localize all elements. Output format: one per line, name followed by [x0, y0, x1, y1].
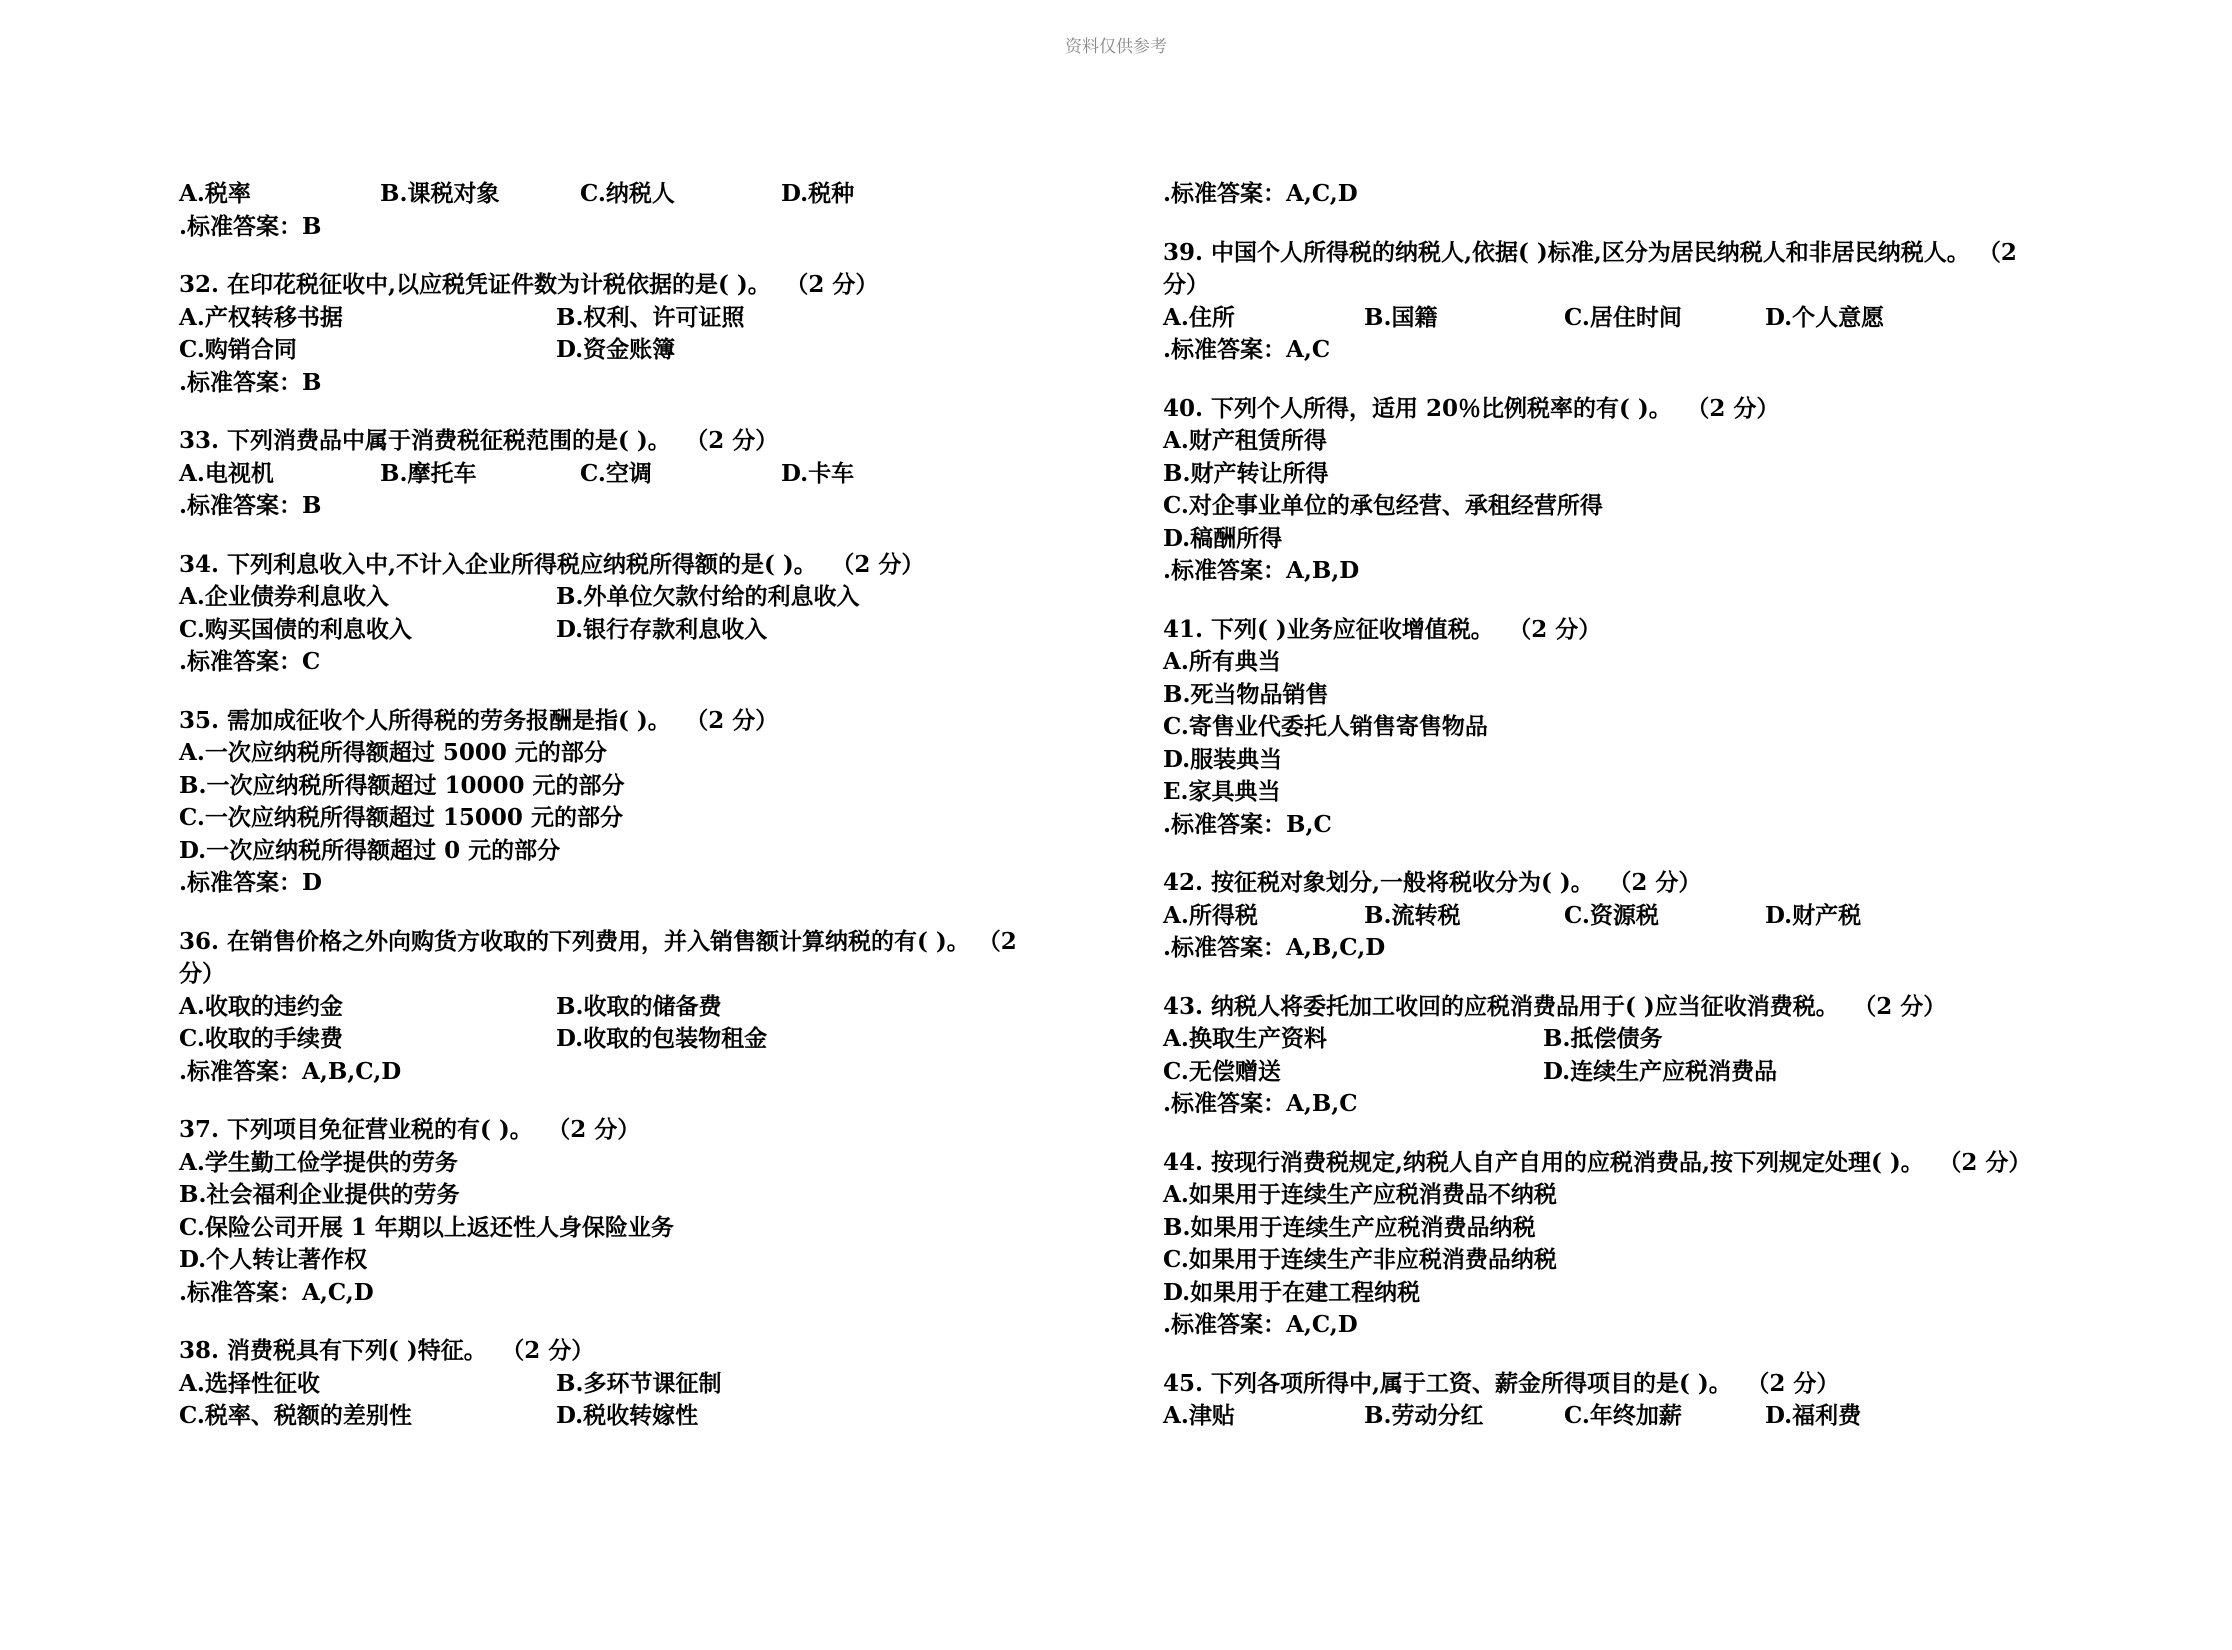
option: D.税种 — [781, 180, 855, 207]
option: C.税率、税额的差别性 — [179, 1402, 412, 1429]
option: A.津贴 — [1163, 1402, 1235, 1429]
option: C.居住时间 — [1564, 303, 1682, 331]
option: C.如果用于连续生产非应税消费品纳税 — [1163, 1246, 1557, 1273]
option: D.资金账簿 — [556, 336, 676, 363]
question-block — [179, 926, 1099, 1089]
question-points: （2 分） — [696, 427, 779, 454]
question-text: 32. 在印花税征收中,以应税凭证件数为计税依据的是( )。 — [179, 271, 771, 298]
option: A.企业债券利息收入 — [179, 583, 389, 610]
left-column — [179, 178, 1099, 1459]
options-row — [179, 178, 1099, 211]
standard-answer: .标准答案：A,B,D — [1163, 557, 1360, 584]
question-stem — [179, 1335, 1099, 1368]
standard-answer: .标准答案：B — [179, 212, 322, 240]
question-stem — [1163, 1147, 2093, 1180]
option: A.所得税 — [1163, 901, 1258, 929]
question-stem — [1163, 614, 2093, 647]
option: C.纳税人 — [580, 180, 675, 207]
option: D.稿酬所得 — [1163, 524, 1283, 552]
option: C.空调 — [580, 459, 652, 487]
option: A.学生勤工俭学提供的劳务 — [179, 1148, 458, 1176]
option: D.服装典当 — [1163, 745, 1283, 773]
option: D.连续生产应税消费品 — [1543, 1057, 1778, 1085]
option: B.国籍 — [1364, 303, 1438, 331]
option: B.摩托车 — [380, 459, 477, 487]
question-stem — [1163, 1368, 2093, 1401]
question-text: 42. 按征税对象划分,一般将税收分为( )。 — [1163, 869, 1594, 896]
option: A.如果用于连续生产应税消费品不纳税 — [1163, 1181, 1557, 1208]
options-row — [1163, 302, 2093, 335]
option: B.死当物品销售 — [1163, 680, 1329, 708]
option: D.收取的包装物租金 — [556, 1025, 768, 1052]
options-row — [179, 302, 1099, 335]
question-block — [1163, 614, 2093, 842]
option: B.权利、许可证照 — [556, 303, 745, 331]
standard-answer: .标准答案：A,B,C,D — [1163, 934, 1386, 961]
standard-answer: .标准答案：D — [179, 869, 322, 896]
question-points: （2 分） — [558, 1116, 641, 1143]
question-text: 41. 下列( )业务应征收增值税。 — [1163, 615, 1494, 643]
question-text: 44. 按现行消费税规定,纳税人自产自用的应税消费品,按下列规定处理( )。 — [1163, 1148, 1924, 1176]
option: A.选择性征收 — [179, 1369, 320, 1397]
question-text: 43. 纳税人将委托加工收回的应税消费品用于( )应当征收消费税。 — [1163, 992, 1839, 1020]
options-row — [179, 458, 1099, 491]
question-text: 45. 下列各项所得中,属于工资、薪金所得项目的是( )。 — [1163, 1369, 1732, 1397]
option: C.对企事业单位的承包经营、承租经营所得 — [1163, 492, 1603, 519]
option: D.如果用于在建工程纳税 — [1163, 1278, 1421, 1306]
question-block — [1163, 393, 2093, 588]
question-points: （2 分） — [796, 271, 879, 298]
options-row — [1163, 1400, 2093, 1433]
question-points: （2 分） — [1619, 869, 1702, 896]
question-stem — [179, 425, 1099, 458]
question-stem — [179, 269, 1099, 302]
option: A.财产租赁所得 — [1163, 427, 1327, 454]
question-points: （2 分） — [696, 706, 779, 734]
question-stem — [179, 1114, 1099, 1147]
options-row — [1163, 1023, 2093, 1056]
options-row — [1163, 900, 2093, 933]
option: D.卡车 — [781, 459, 855, 487]
option: B.劳动分红 — [1364, 1402, 1484, 1429]
standard-answer: .标准答案：A,B,C,D — [179, 1057, 402, 1085]
option: C.寄售业代委托人销售寄售物品 — [1163, 713, 1488, 740]
question-stem-line: 分） — [179, 960, 225, 987]
question-text: 40. 下列个人所得，适用 20％比例税率的有( )。 — [1163, 394, 1672, 422]
question-points: （2 分） — [1949, 1148, 2032, 1176]
option: B.抵偿债务 — [1543, 1025, 1663, 1052]
options-row — [179, 614, 1099, 647]
question-stem-line: 39. 中国个人所得税的纳税人,依据( )标准,区分为居民纳税人和非居民纳税人。 （2 — [1163, 238, 2017, 266]
options-row — [179, 581, 1099, 614]
option: C.年终加薪 — [1564, 1402, 1682, 1429]
question-points: （2 分） — [512, 1337, 595, 1364]
standard-answer: .标准答案：B — [179, 368, 322, 396]
standard-answer: .标准答案：C — [179, 648, 321, 675]
question-block — [179, 549, 1099, 679]
standard-answer: .标准答案：A,C — [1163, 336, 1331, 363]
right-column — [1163, 178, 2093, 1459]
question-stem — [179, 705, 1099, 738]
question-text: 34. 下列利息收入中,不计入企业所得税应纳税所得额的是( )。 — [179, 550, 817, 578]
question-points: （2 分） — [1697, 394, 1780, 422]
options-row — [1163, 1056, 2093, 1089]
option: C.保险公司开展 1 年期以上返还性人身保险业务 — [179, 1213, 674, 1241]
options-row — [179, 334, 1099, 367]
standard-answer: .标准答案：A,C,D — [179, 1278, 374, 1306]
question-stem-line: 分） — [1163, 271, 1209, 298]
option: A.所有典当 — [1163, 648, 1281, 675]
option: B.流转税 — [1364, 901, 1461, 929]
option: B.财产转让所得 — [1163, 459, 1329, 487]
option: B.多环节课征制 — [556, 1369, 722, 1397]
option: A.税率 — [179, 180, 251, 207]
option: D.财产税 — [1765, 901, 1862, 929]
question-block — [179, 705, 1099, 900]
options-row — [179, 1368, 1099, 1401]
option: C.一次应纳税所得额超过 15000 元的部分 — [179, 804, 623, 831]
question-text: 33. 下列消费品中属于消费税征税范围的是( )。 — [179, 427, 671, 454]
standard-answer: .标准答案：A,B,C — [1163, 1090, 1358, 1117]
question-stem — [179, 549, 1099, 582]
option: E.家具典当 — [1163, 778, 1281, 805]
question-points: （2 分） — [1757, 1369, 1840, 1397]
question-block — [179, 425, 1099, 523]
standard-answer: .标准答案：A,C,D — [1163, 1311, 1358, 1338]
option: C.收取的手续费 — [179, 1025, 343, 1052]
question-stem — [1163, 991, 2093, 1024]
option: D.个人意愿 — [1765, 303, 1885, 331]
question-block — [1163, 867, 2093, 965]
option: D.税收转嫁性 — [556, 1402, 699, 1429]
option: A.产权转移书据 — [179, 303, 343, 331]
question-block — [179, 1114, 1099, 1309]
option: C.无偿赠送 — [1163, 1057, 1281, 1085]
question-block — [179, 178, 1099, 243]
question-points: （2 分） — [1864, 992, 1947, 1020]
options-row — [179, 1023, 1099, 1056]
question-text: 38. 消费税具有下列( )特征。 — [179, 1337, 487, 1364]
option: A.住所 — [1163, 303, 1235, 331]
page-header: 资料仅供参考 — [1065, 37, 1167, 57]
standard-answer: .标准答案：B,C — [1163, 810, 1332, 838]
option: D.银行存款利息收入 — [556, 615, 768, 643]
option: D.一次应纳税所得额超过 0 元的部分 — [179, 836, 561, 864]
option: A.一次应纳税所得额超过 5000 元的部分 — [179, 739, 607, 766]
options-row — [179, 991, 1099, 1024]
option: A.换取生产资料 — [1163, 1025, 1327, 1052]
question-text: 35. 需加成征收个人所得税的劳务报酬是指( )。 — [179, 706, 671, 734]
question-block — [1163, 178, 2093, 211]
option: A.收取的违约金 — [179, 992, 343, 1020]
option: B.如果用于连续生产应税消费品纳税 — [1163, 1213, 1536, 1241]
option: B.收取的储备费 — [556, 992, 722, 1020]
question-stem-line: 36. 在销售价格之外向购货方收取的下列费用，并入销售额计算纳税的有( )。 （2 — [179, 927, 1017, 955]
question-points: （2 分） — [842, 550, 925, 578]
standard-answer: .标准答案：A,C,D — [1163, 180, 1358, 207]
option: B.课税对象 — [380, 180, 500, 207]
option: D.个人转让著作权 — [179, 1246, 368, 1273]
question-block — [1163, 1368, 2093, 1433]
option: B.外单位欠款付给的利息收入 — [556, 583, 860, 610]
question-block — [1163, 991, 2093, 1121]
standard-answer: .标准答案：B — [179, 492, 322, 519]
question-block — [1163, 1147, 2093, 1342]
option: B.社会福利企业提供的劳务 — [179, 1181, 460, 1208]
option: D.福利费 — [1765, 1402, 1862, 1429]
question-stem — [1163, 393, 2093, 426]
question-block — [1163, 237, 2093, 367]
question-block — [179, 269, 1099, 399]
option: C.资源税 — [1564, 901, 1659, 929]
option: A.电视机 — [179, 459, 274, 487]
options-row — [179, 1400, 1099, 1433]
question-points: （2 分） — [1519, 615, 1602, 643]
option: C.购销合同 — [179, 336, 297, 363]
option: B.一次应纳税所得额超过 10000 元的部分 — [179, 771, 625, 799]
question-text: 37. 下列项目免征营业税的有( )。 — [179, 1116, 533, 1143]
question-block — [179, 1335, 1099, 1433]
question-stem — [1163, 867, 2093, 900]
option: C.购买国债的利息收入 — [179, 615, 412, 643]
